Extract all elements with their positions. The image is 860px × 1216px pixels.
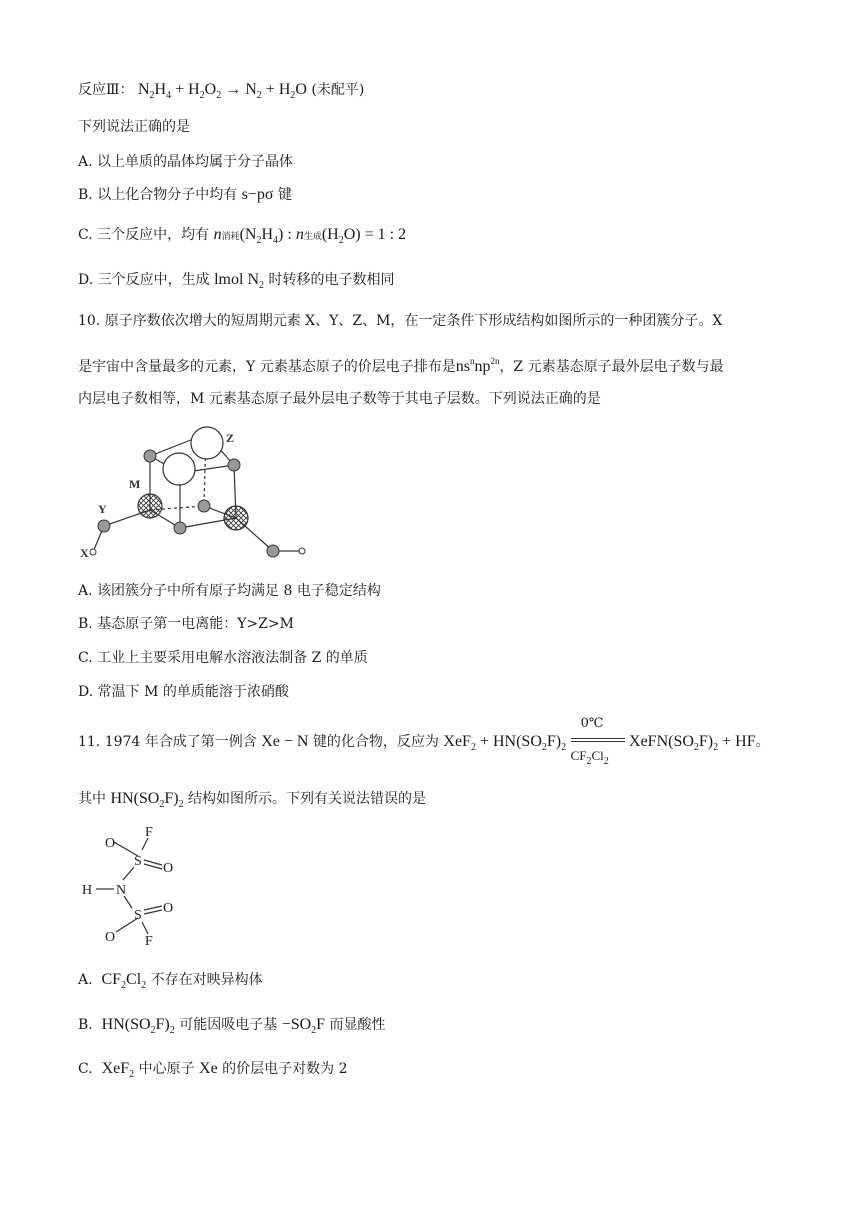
atom-z-back xyxy=(191,427,223,459)
q10-option-b: B. 基态原子第一电离能：Y>Z>M xyxy=(78,616,294,632)
atom-h: H xyxy=(82,883,93,898)
label-m: M xyxy=(129,477,141,491)
atom-z-front xyxy=(163,453,195,485)
q11-stem-line1: 11. 1974 年合成了第一例含 Xe − N 键的化合物，反应为 $XeF_2 + HN(SO_2F)_2$ $\frac{0℃}{CF_2Cl_2}$ $XeFN(SO_2F)_2$ + HF。 xyxy=(78,716,770,767)
cluster-molecule-figure xyxy=(76,418,316,568)
q9-option-c: C. 三个反应中，均有 n消耗$(N_2H_4)$ : n生成$(H_2O) = 1$ : 2 xyxy=(78,226,407,246)
label-z: Z xyxy=(226,431,235,445)
q11-option-b: B. $HN(SO_2F)_2$ 可能因吸电子基 $-SO_2F$ 而显酸性 xyxy=(78,1016,386,1036)
reaction-3: 反应Ⅲ： $N_2H_4 + H_2O_2 \to N_2 + H_2O$ (未配平) xyxy=(78,81,365,101)
atom-y xyxy=(198,500,210,512)
label-y: Y xyxy=(98,502,107,516)
reaction-condition: $\frac{0℃}{CF_2Cl_2}$ xyxy=(571,732,625,752)
atom-f: F xyxy=(145,825,153,840)
label-x: X xyxy=(80,546,89,560)
atom-y xyxy=(144,450,156,462)
atom-s: S xyxy=(134,908,142,923)
q10-stem-line2: 是宇宙中含量最多的元素，Y 元素基态原子的价层电子排布是$ns^nnp^{2n}$，Z 元素基态原子最外层电子数与最 xyxy=(78,356,724,375)
atom-o: O xyxy=(163,901,174,916)
atom-n: N xyxy=(116,883,127,898)
q11-stem-line2: 其中 $HN(SO_2F)_2$ 结构如图所示。下列有关说法错误的是 xyxy=(78,790,427,810)
q9-option-d: D. 三个反应中，生成 lmol $N_2$ 时转移的电子数相同 xyxy=(78,271,395,291)
q10-stem-line1: 10. 原子序数依次增大的短周期元素 X、Y、Z、M，在一定条件下形成结构如图所示的一种团簇分子。X xyxy=(78,313,723,329)
q10-option-d: D. 常温下 M 的单质能溶于浓硝酸 xyxy=(78,684,289,700)
q10-option-a: A. 该团簇分子中所有原子均满足 8 电子稳定结构 xyxy=(78,583,381,599)
q11-option-a: A. $CF_2Cl_2$ 不存在对映异构体 xyxy=(78,971,263,991)
atom-o: O xyxy=(105,836,116,851)
atom-x xyxy=(299,548,305,554)
q9-option-a: A. 以上单质的晶体均属于分子晶体 xyxy=(78,154,294,170)
q10-option-c: C. 工业上主要采用电解水溶液法制备 Z 的单质 xyxy=(78,650,368,666)
atom-m xyxy=(224,506,248,530)
q11-option-c: C. XeF$_2$ 中心原子 Xe 的价层电子对数为 2 xyxy=(78,1060,348,1080)
atom-o: O xyxy=(105,930,116,945)
q10-stem-line3: 内层电子数相等，M 元素基态原子最外层电子数等于其电子层数。下列说法正确的是 xyxy=(78,391,601,407)
q9-stem: 下列说法正确的是 xyxy=(78,119,190,135)
atom-y xyxy=(267,545,279,557)
atom-y xyxy=(228,459,240,471)
q9-option-b: B. 以上化合物分子中均有 s−pσ 键 xyxy=(78,186,292,203)
hn-so2f2-structure xyxy=(78,820,188,950)
atom-y xyxy=(174,522,186,534)
reaction-3-equation: $N_2H_4 + H_2O_2 \to N_2 + H_2O$ xyxy=(137,81,307,101)
atom-m xyxy=(138,494,162,518)
atom-y xyxy=(98,520,110,532)
atom-f: F xyxy=(145,934,153,949)
atom-s: S xyxy=(134,854,142,869)
atom-x xyxy=(90,549,96,555)
atom-o: O xyxy=(163,861,174,876)
